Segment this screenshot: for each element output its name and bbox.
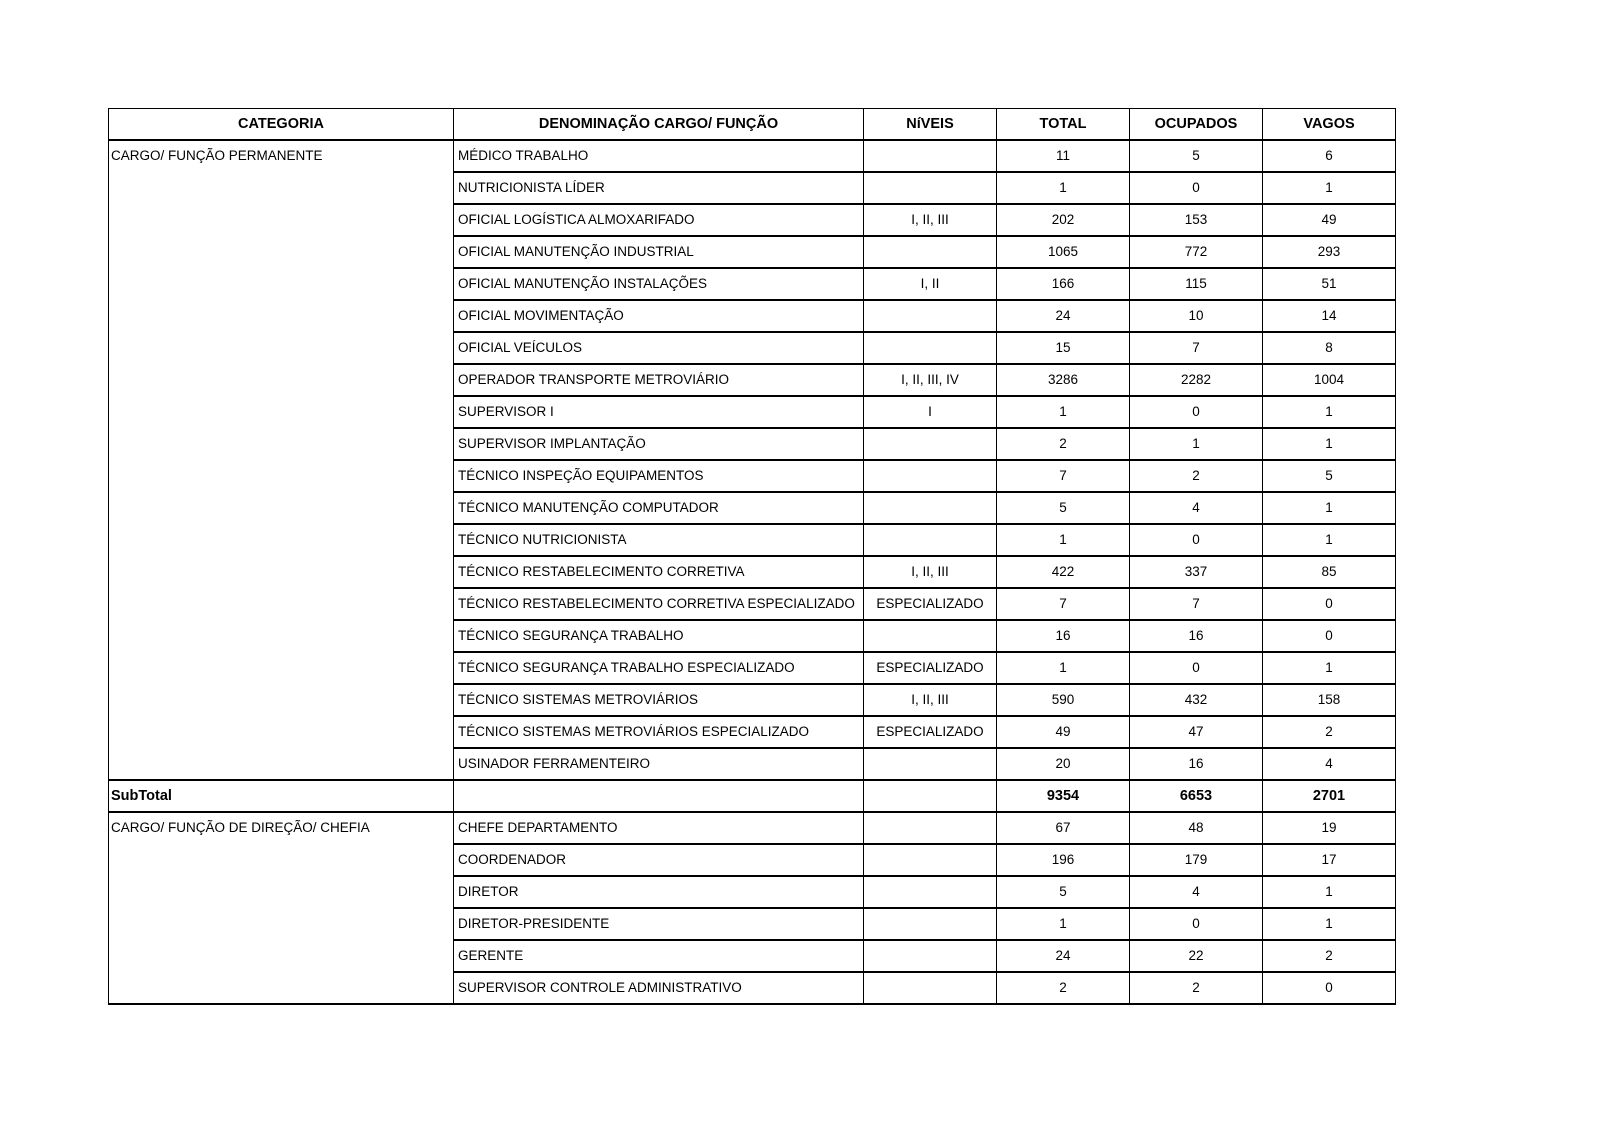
vagos-cell: 2 [1263,940,1396,972]
denominacao-cell: TÉCNICO NUTRICIONISTA [454,524,864,556]
ocupados-cell: 0 [1130,652,1263,684]
ocupados-cell: 115 [1130,268,1263,300]
staffing-table [108,108,1396,1005]
denominacao-cell: COORDENADOR [454,844,864,876]
vagos-cell: 1 [1263,908,1396,940]
niveis-cell [864,460,997,492]
total-cell: 1 [997,524,1130,556]
total-cell: 1 [997,172,1130,204]
vagos-cell: 1 [1263,524,1396,556]
denominacao-cell: TÉCNICO INSPEÇÃO EQUIPAMENTOS [454,460,864,492]
ocupados-cell: 47 [1130,716,1263,748]
total-cell: 7 [997,460,1130,492]
vagos-cell: 6 [1263,140,1396,172]
total-cell: 11 [997,140,1130,172]
ocupados-cell: 5 [1130,140,1263,172]
ocupados-cell: 7 [1130,332,1263,364]
niveis-cell [864,524,997,556]
niveis-cell [864,300,997,332]
denominacao-cell: SUPERVISOR I [454,396,864,428]
niveis-cell [864,908,997,940]
total-cell: 422 [997,556,1130,588]
vagos-cell: 158 [1263,684,1396,716]
ocupados-cell: 16 [1130,620,1263,652]
denominacao-cell: GERENTE [454,940,864,972]
total-cell: 166 [997,268,1130,300]
niveis-cell [864,844,997,876]
ocupados-cell: 4 [1130,876,1263,908]
total-cell: 5 [997,876,1130,908]
denominacao-cell: TÉCNICO MANUTENÇÃO COMPUTADOR [454,492,864,524]
vagos-cell: 51 [1263,268,1396,300]
category-cell: CARGO/ FUNÇÃO PERMANENTE [109,140,454,780]
total-cell: 1 [997,908,1130,940]
niveis-cell [864,620,997,652]
ocupados-cell: 2 [1130,972,1263,1004]
vagos-cell: 17 [1263,844,1396,876]
denominacao-cell: TÉCNICO SISTEMAS METROVIÁRIOS ESPECIALIZADO [454,716,864,748]
vagos-cell: 293 [1263,236,1396,268]
vagos-cell: 1 [1263,396,1396,428]
ocupados-cell: 22 [1130,940,1263,972]
ocupados-cell: 10 [1130,300,1263,332]
niveis-cell: I, II, III [864,556,997,588]
total-cell: 2 [997,972,1130,1004]
total-cell: 5 [997,492,1130,524]
denominacao-cell: OFICIAL LOGÍSTICA ALMOXARIFADO [454,204,864,236]
niveis-cell: ESPECIALIZADO [864,588,997,620]
denominacao-cell: DIRETOR [454,876,864,908]
niveis-cell [864,748,997,780]
denominacao-cell: USINADOR FERRAMENTEIRO [454,748,864,780]
subtotal-ocupados: 6653 [1130,780,1263,812]
niveis-cell [864,972,997,1004]
denominacao-cell: TÉCNICO SISTEMAS METROVIÁRIOS [454,684,864,716]
header-ocupados: OCUPADOS [1130,109,1263,141]
header-categoria: CATEGORIA [109,109,454,141]
total-cell: 67 [997,812,1130,844]
niveis-cell: I, II, III [864,684,997,716]
ocupados-cell: 0 [1130,524,1263,556]
niveis-cell: I, II [864,268,997,300]
denominacao-cell: OPERADOR TRANSPORTE METROVIÁRIO [454,364,864,396]
header-vagos: VAGOS [1263,109,1396,141]
ocupados-cell: 7 [1130,588,1263,620]
header-denominacao: DENOMINAÇÃO CARGO/ FUNÇÃO [454,109,864,141]
total-cell: 3286 [997,364,1130,396]
ocupados-cell: 2 [1130,460,1263,492]
table-row [109,812,1396,844]
total-cell: 2 [997,428,1130,460]
total-cell: 16 [997,620,1130,652]
niveis-cell: I, II, III, IV [864,364,997,396]
ocupados-cell: 4 [1130,492,1263,524]
ocupados-cell: 48 [1130,812,1263,844]
denominacao-cell: OFICIAL MANUTENÇÃO INDUSTRIAL [454,236,864,268]
niveis-cell [864,812,997,844]
niveis-cell [864,332,997,364]
ocupados-cell: 1 [1130,428,1263,460]
denominacao-cell: OFICIAL MANUTENÇÃO INSTALAÇÕES [454,268,864,300]
ocupados-cell: 0 [1130,396,1263,428]
total-cell: 590 [997,684,1130,716]
denominacao-cell: TÉCNICO RESTABELECIMENTO CORRETIVA [454,556,864,588]
niveis-cell [864,876,997,908]
vagos-cell: 1 [1263,652,1396,684]
total-cell: 196 [997,844,1130,876]
total-cell: 24 [997,300,1130,332]
total-cell: 1 [997,396,1130,428]
denominacao-cell: TÉCNICO RESTABELECIMENTO CORRETIVA ESPECIALIZADO [454,588,864,620]
vagos-cell: 0 [1263,620,1396,652]
vagos-cell: 19 [1263,812,1396,844]
header-niveis: NíVEIS [864,109,997,141]
denominacao-cell: NUTRICIONISTA LÍDER [454,172,864,204]
subtotal-vagos: 2701 [1263,780,1396,812]
vagos-cell: 1004 [1263,364,1396,396]
denominacao-cell: OFICIAL MOVIMENTAÇÃO [454,300,864,332]
niveis-cell [864,492,997,524]
header-row [109,109,1396,141]
vagos-cell: 1 [1263,876,1396,908]
ocupados-cell: 0 [1130,172,1263,204]
total-cell: 15 [997,332,1130,364]
niveis-cell [864,236,997,268]
table-body [109,140,1396,1004]
vagos-cell: 14 [1263,300,1396,332]
vagos-cell: 1 [1263,492,1396,524]
vagos-cell: 85 [1263,556,1396,588]
niveis-cell: ESPECIALIZADO [864,652,997,684]
ocupados-cell: 179 [1130,844,1263,876]
total-cell: 7 [997,588,1130,620]
header-total: TOTAL [997,109,1130,141]
denominacao-cell: SUPERVISOR IMPLANTAÇÃO [454,428,864,460]
vagos-cell: 5 [1263,460,1396,492]
denominacao-cell: MÉDICO TRABALHO [454,140,864,172]
total-cell: 49 [997,716,1130,748]
niveis-cell: I [864,396,997,428]
vagos-cell: 0 [1263,972,1396,1004]
vagos-cell: 8 [1263,332,1396,364]
ocupados-cell: 2282 [1130,364,1263,396]
table-row [109,140,1396,172]
ocupados-cell: 153 [1130,204,1263,236]
total-cell: 1065 [997,236,1130,268]
subtotal-empty-cell [864,780,997,812]
total-cell: 202 [997,204,1130,236]
vagos-cell: 1 [1263,172,1396,204]
total-cell: 1 [997,652,1130,684]
category-cell: CARGO/ FUNÇÃO DE DIREÇÃO/ CHEFIA [109,812,454,1004]
ocupados-cell: 772 [1130,236,1263,268]
total-cell: 20 [997,748,1130,780]
niveis-cell [864,940,997,972]
vagos-cell: 49 [1263,204,1396,236]
subtotal-empty-cell [454,780,864,812]
denominacao-cell: DIRETOR-PRESIDENTE [454,908,864,940]
vagos-cell: 1 [1263,428,1396,460]
subtotal-label: SubTotal [109,780,454,812]
subtotal-total: 9354 [997,780,1130,812]
niveis-cell: ESPECIALIZADO [864,716,997,748]
ocupados-cell: 432 [1130,684,1263,716]
ocupados-cell: 0 [1130,908,1263,940]
vagos-cell: 4 [1263,748,1396,780]
total-cell: 24 [997,940,1130,972]
niveis-cell [864,172,997,204]
subtotal-row [109,780,1396,812]
vagos-cell: 0 [1263,588,1396,620]
denominacao-cell: OFICIAL VEÍCULOS [454,332,864,364]
ocupados-cell: 16 [1130,748,1263,780]
denominacao-cell: SUPERVISOR CONTROLE ADMINISTRATIVO [454,972,864,1004]
niveis-cell [864,140,997,172]
denominacao-cell: CHEFE DEPARTAMENTO [454,812,864,844]
denominacao-cell: TÉCNICO SEGURANÇA TRABALHO ESPECIALIZADO [454,652,864,684]
denominacao-cell: TÉCNICO SEGURANÇA TRABALHO [454,620,864,652]
vagos-cell: 2 [1263,716,1396,748]
ocupados-cell: 337 [1130,556,1263,588]
niveis-cell: I, II, III [864,204,997,236]
niveis-cell [864,428,997,460]
